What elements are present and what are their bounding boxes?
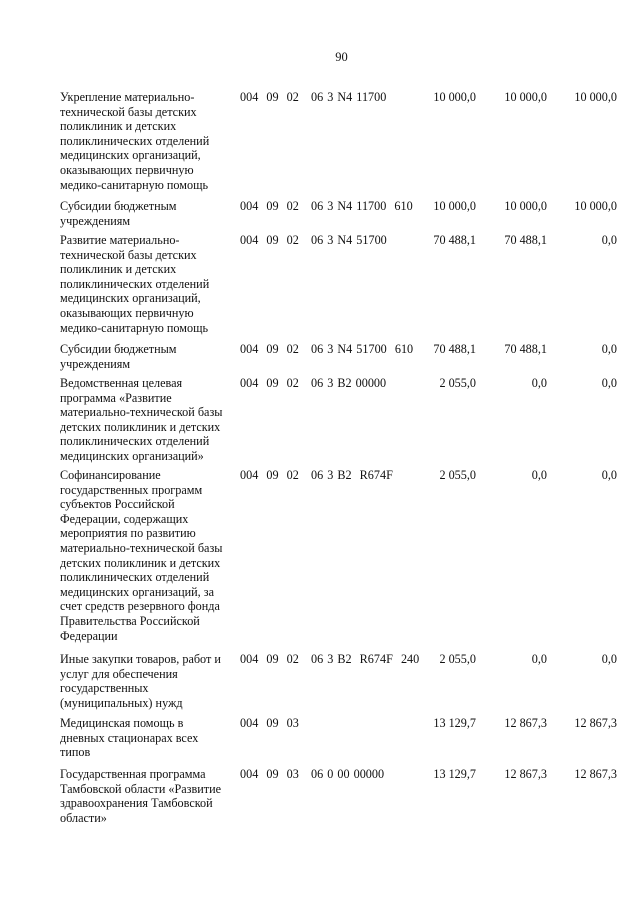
row-code: 004 09 02 06 3 B2 00000 bbox=[240, 376, 387, 390]
row-value-2: 12 867,3 bbox=[504, 716, 547, 730]
row-value-2: 10 000,0 bbox=[504, 90, 547, 104]
row-code: 004 09 02 06 3 N4 11700 610 bbox=[240, 199, 413, 213]
row-value-2: 0,0 bbox=[531, 652, 547, 666]
row-value-1: 2 055,0 bbox=[439, 376, 476, 390]
row-value-2: 12 867,3 bbox=[504, 767, 547, 781]
row-value-1: 10 000,0 bbox=[433, 90, 476, 104]
row-value-3: 0,0 bbox=[601, 468, 617, 482]
row-value-3: 12 867,3 bbox=[574, 767, 617, 781]
row-value-3: 12 867,3 bbox=[574, 716, 617, 730]
row-code: 004 09 02 06 3 B2 R674F bbox=[240, 468, 393, 482]
row-name: Государственная программа Тамбовской области «Развитие здравоохранения Тамбовской области» bbox=[60, 767, 222, 825]
row-value-2: 70 488,1 bbox=[504, 342, 547, 356]
row-name: Субсидии бюджетным учреждениям bbox=[60, 342, 177, 371]
row-value-3: 0,0 bbox=[601, 652, 617, 666]
row-code: 004 09 02 06 3 N4 11700 bbox=[240, 90, 387, 104]
row-value-2: 10 000,0 bbox=[504, 199, 547, 213]
row-code: 004 09 03 bbox=[240, 716, 299, 730]
row-value-3: 10 000,0 bbox=[574, 90, 617, 104]
row-value-2: 0,0 bbox=[531, 376, 547, 390]
row-name: Софинансирование государственных программ субъектов Российской Федерации, содержащих мероприятия по развитию материально-технической базы детских поликлиник и детских поликлинических отделений медицинских организаций, за счет средств резервного фонда Правительства Российской Федерации bbox=[60, 468, 223, 643]
row-value-1: 2 055,0 bbox=[439, 652, 476, 666]
row-value-3: 10 000,0 bbox=[574, 199, 617, 213]
row-value-3: 0,0 bbox=[601, 342, 617, 356]
row-name: Иные закупки товаров, работ и услуг для обеспечения государственных (муниципальных) нужд bbox=[60, 652, 221, 710]
row-value-1: 70 488,1 bbox=[433, 233, 476, 247]
row-code: 004 09 02 06 3 N4 51700 610 bbox=[240, 342, 414, 356]
row-value-3: 0,0 bbox=[601, 376, 617, 390]
page-number: 90 bbox=[335, 50, 348, 64]
row-name: Развитие материально- технической базы детских поликлиник и детских поликлинических отделений медицинских организаций, оказывающих первичную медико-санитарную помощь bbox=[60, 233, 210, 335]
row-value-3: 0,0 bbox=[601, 233, 617, 247]
row-value-1: 13 129,7 bbox=[433, 716, 476, 730]
row-code: 004 09 02 06 3 B2 R674F 240 bbox=[240, 652, 420, 666]
row-value-1: 10 000,0 bbox=[433, 199, 476, 213]
row-value-1: 13 129,7 bbox=[433, 767, 476, 781]
row-value-2: 70 488,1 bbox=[504, 233, 547, 247]
row-value-1: 2 055,0 bbox=[439, 468, 476, 482]
row-code: 004 09 02 06 3 N4 51700 bbox=[240, 233, 387, 247]
row-value-1: 70 488,1 bbox=[433, 342, 476, 356]
row-name: Субсидии бюджетным учреждениям bbox=[60, 199, 177, 228]
row-name: Медицинская помощь в дневных стационарах всех типов bbox=[60, 716, 199, 760]
row-code: 004 09 03 06 0 00 00000 bbox=[240, 767, 385, 781]
row-name: Укрепление материально- технической базы детских поликлиник и детских поликлинических отделений медицинских организаций, оказывающих первичную медико-санитарную помощь bbox=[60, 90, 210, 192]
row-value-2: 0,0 bbox=[531, 468, 547, 482]
row-name: Ведомственная целевая программа «Развитие материально-технической базы детских поликлиник и детских поликлинических отделений медицинских организаций» bbox=[60, 376, 223, 463]
